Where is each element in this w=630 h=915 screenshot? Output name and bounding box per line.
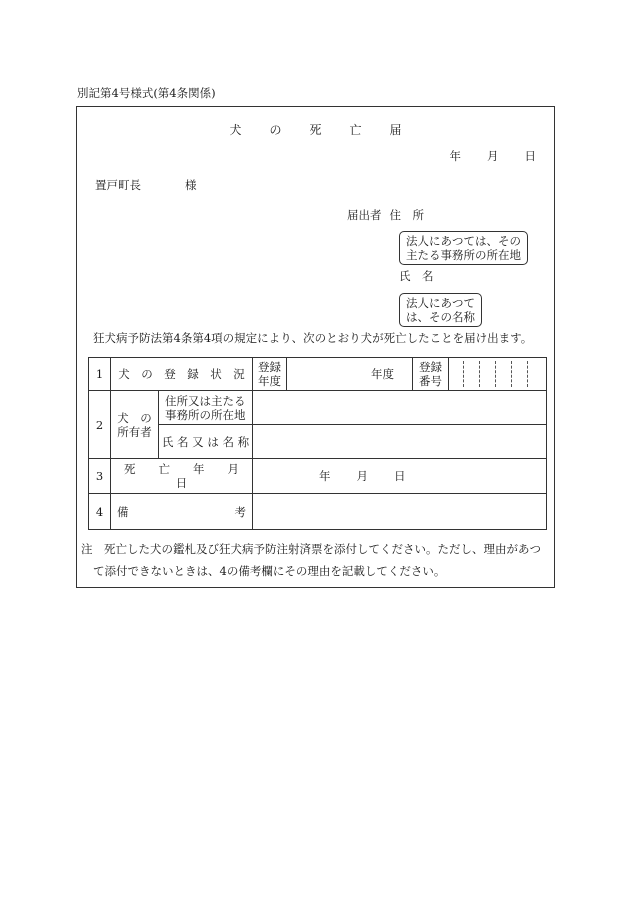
row-number: 2 <box>89 391 111 459</box>
notifier-address-label <box>347 210 424 222</box>
note-line: て添付できないときは、4の備考欄にその理由を記載してください。 <box>93 564 446 578</box>
death-date-field[interactable] <box>253 459 547 494</box>
address-label: 住 所 <box>389 208 424 222</box>
row-number: 1 <box>89 358 111 391</box>
addressee <box>95 180 197 192</box>
registration-table <box>88 357 547 530</box>
remarks-field[interactable] <box>253 494 547 530</box>
owner-address-label: 住所又は主たる 事務所の所在地 <box>159 391 253 425</box>
submission-date <box>450 151 537 163</box>
form-frame <box>76 106 555 588</box>
digit-divider <box>495 361 496 387</box>
note-line: 注 死亡した犬の鑑札及び狂犬病予防注射済票を添付してください。ただし、理由があつ <box>81 542 541 556</box>
title-char: の <box>269 123 282 137</box>
row-number: 4 <box>89 494 111 530</box>
address-note <box>399 231 528 265</box>
digit-divider <box>511 361 512 387</box>
form-caption: 別記第4号様式(第4条関係) <box>77 86 216 100</box>
remarks-label-right: 考 <box>234 504 246 519</box>
remarks-label-left: 備 <box>117 504 129 519</box>
registration-status-label: 犬 の 登 録 状 況 <box>111 358 253 391</box>
table-row <box>89 391 547 425</box>
owner-name-label: 氏 名 又 は 名 称 <box>159 425 253 459</box>
digit-divider <box>527 361 528 387</box>
row-number: 3 <box>89 459 111 494</box>
death-year: 年 <box>319 469 331 483</box>
date-month: 月 <box>487 149 499 163</box>
reg-number-field[interactable] <box>449 358 547 391</box>
date-year: 年 <box>449 149 461 163</box>
name-note-line: は、その名称 <box>406 310 475 324</box>
addressee-name: 置戸町長 <box>95 178 141 192</box>
title-char: 亡 <box>349 123 362 137</box>
statement: 狂犬病予防法第4条第4項の規定により、次のとおり犬が死亡したことを届け出ます。 <box>93 331 533 345</box>
notifier-name-label: 氏 名 <box>399 269 434 283</box>
title-char: 死 <box>309 123 322 137</box>
table-row <box>89 494 547 530</box>
address-note-line: 法人にあつては、その <box>406 234 521 248</box>
owner-name-field[interactable] <box>253 425 547 459</box>
title-char: 犬 <box>229 123 242 137</box>
death-date-label: 死 亡 年 月 日 <box>111 459 253 494</box>
title-char: 届 <box>389 123 402 137</box>
notifier-label: 届出者 <box>347 208 382 222</box>
owner-address-field[interactable] <box>253 391 547 425</box>
date-day: 日 <box>524 149 536 163</box>
form-title <box>77 124 554 136</box>
death-month: 月 <box>356 469 368 483</box>
table-row <box>89 358 547 391</box>
reg-year-field[interactable]: 年度 <box>287 358 413 391</box>
reg-year-label: 登録 年度 <box>253 358 287 391</box>
reg-number-label: 登録 番号 <box>413 358 449 391</box>
table-row <box>89 459 547 494</box>
remarks-label <box>111 494 253 530</box>
addressee-honorific: 様 <box>185 178 197 192</box>
owner-label: 犬 の 所有者 <box>111 391 159 459</box>
death-day: 日 <box>394 469 406 483</box>
name-note <box>399 293 482 327</box>
name-note-line: 法人にあつて <box>406 296 475 310</box>
address-note-line: 主たる事務所の所在地 <box>406 248 521 262</box>
digit-divider <box>479 361 480 387</box>
digit-divider <box>463 361 464 387</box>
